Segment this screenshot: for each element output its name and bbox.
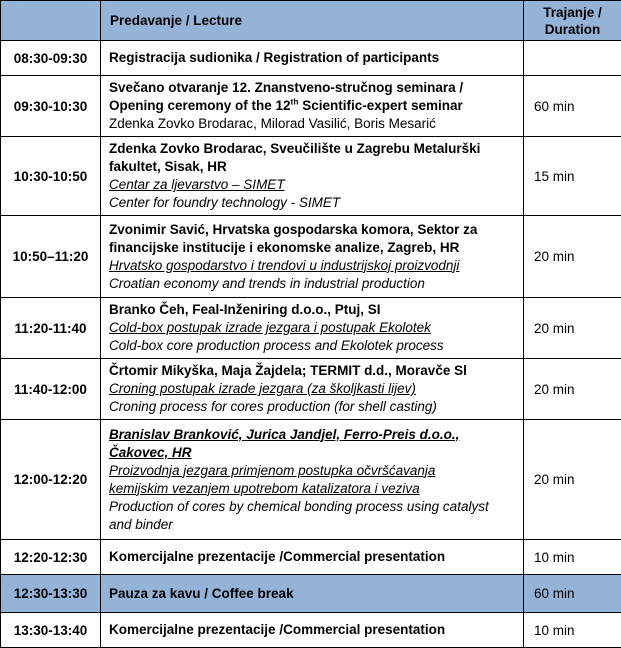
text-segment: Scientific-expert seminar (298, 98, 463, 113)
time-cell: 12:30-13:30 (1, 575, 101, 613)
schedule-row (1, 613, 621, 648)
duration-cell: 20 min (524, 298, 621, 359)
lecture-line: Cold-box postupak izrade jezgara i postupak Ekolotek (109, 320, 431, 335)
lecture-line: and binder (109, 516, 173, 532)
schedule-row (1, 298, 621, 359)
lecture-line: Croatian economy and trends in industrial production (109, 275, 425, 291)
schedule-row (1, 76, 621, 137)
schedule-row (1, 575, 621, 613)
lecture-cell (101, 613, 524, 648)
header-time-cell (1, 1, 101, 41)
lecture-line: kemijskim vezanjem upotrebom katalizatora i veziva (109, 480, 420, 496)
time-cell: 11:40-12:00 (1, 359, 101, 420)
lecture-line: Production of cores by chemical bonding process using catalyst (109, 498, 489, 514)
time-cell: 10:30-10:50 (1, 137, 101, 216)
lecture-line: Zdenka Zovko Brodarac, Sveučilište u Zagrebu Metalurški (109, 141, 481, 156)
lecture-cell (101, 76, 524, 137)
duration-cell: 60 min (524, 76, 621, 137)
lecture-line: Branislav Branković, Jurica Jandjel, Ferro-Preis d.o.o., (109, 426, 460, 442)
lecture-line: Center for foundry technology - SIMET (109, 195, 341, 210)
lecture-line: Komercijalne prezentacije /Commercial presentation (109, 622, 446, 637)
header-duration-line2: Duration (544, 21, 601, 37)
time-cell: 11:20-11:40 (1, 298, 101, 359)
schedule-row (1, 359, 621, 420)
time-cell: 12:20-12:30 (1, 540, 101, 575)
duration-cell (524, 41, 621, 76)
lecture-line: Hrvatsko gospodarstvo i trendovi u industrijskoj proizvodnji (109, 257, 460, 273)
duration-cell: 60 min (524, 575, 621, 613)
lecture-line: Cold-box core production process and Ekolotek process (109, 338, 444, 353)
lecture-line: Proizvodnja jezgara primjenom postupka očvršćavanja (109, 462, 436, 478)
lecture-cell (101, 540, 524, 575)
lecture-line (109, 97, 515, 115)
schedule-row (1, 420, 621, 540)
lecture-line: Zvonimir Savić, Hrvatska gospodarska komora, Sektor za (109, 221, 478, 237)
lecture-cell (101, 137, 524, 216)
schedule-row (1, 540, 621, 575)
lecture-line: Croning postupak izrade jezgara (za školjkasti lijev) (109, 381, 416, 396)
lecture-line: fakultet, Sisak, HR (109, 159, 227, 174)
duration-cell: 15 min (524, 137, 621, 216)
lecture-cell (101, 575, 524, 613)
schedule-row (1, 137, 621, 216)
duration-cell: 20 min (524, 359, 621, 420)
lecture-cell (101, 41, 524, 76)
lecture-line: Pauza za kavu / Coffee break (109, 585, 294, 601)
duration-cell: 10 min (524, 613, 621, 648)
time-cell: 12:00-12:20 (1, 420, 101, 540)
text-segment: Opening ceremony of the 12 (109, 98, 291, 113)
schedule-row (1, 41, 621, 76)
time-cell: 09:30-10:30 (1, 76, 101, 137)
schedule-row (1, 216, 621, 298)
header-duration-line1: Trajanje / (543, 4, 602, 20)
time-cell: 08:30-09:30 (1, 41, 101, 76)
lecture-cell (101, 298, 524, 359)
lecture-line: Svečano otvaranje 12. Znanstveno-stručnog seminara / (109, 80, 464, 95)
lecture-line: Centar za ljevarstvo – SIMET (109, 177, 285, 192)
header-lecture-cell: Predavanje / Lecture (101, 1, 524, 41)
lecture-cell (101, 420, 524, 540)
duration-cell: 20 min (524, 216, 621, 298)
lecture-cell (101, 359, 524, 420)
lecture-line: Croning process for cores production (for shell casting) (109, 399, 437, 414)
lecture-line: Branko Čeh, Feal-Inženiring d.o.o., Ptuj, SI (109, 302, 381, 317)
lecture-line: Komercijalne prezentacije /Commercial presentation (109, 549, 446, 564)
superscript-text: th (290, 97, 299, 107)
lecture-line: Registracija sudionika / Registration of participants (109, 50, 440, 65)
duration-cell: 10 min (524, 540, 621, 575)
time-cell: 10:50–11:20 (1, 216, 101, 298)
lecture-line: Zdenka Zovko Brodarac, Milorad Vasilić, Boris Mesarić (109, 116, 436, 131)
header-duration-cell (524, 1, 621, 41)
lecture-cell (101, 216, 524, 298)
duration-cell: 20 min (524, 420, 621, 540)
lecture-line: financijske institucije i ekonomske analize, Zagreb, HR (109, 239, 460, 255)
time-cell: 13:30-13:40 (1, 613, 101, 648)
lecture-line: Čakovec, HR (109, 444, 192, 460)
lecture-line: Črtomir Mikyška, Maja Žajdela; TERMIT d.d., Moravče Sl (109, 363, 467, 378)
header-row (1, 1, 621, 41)
